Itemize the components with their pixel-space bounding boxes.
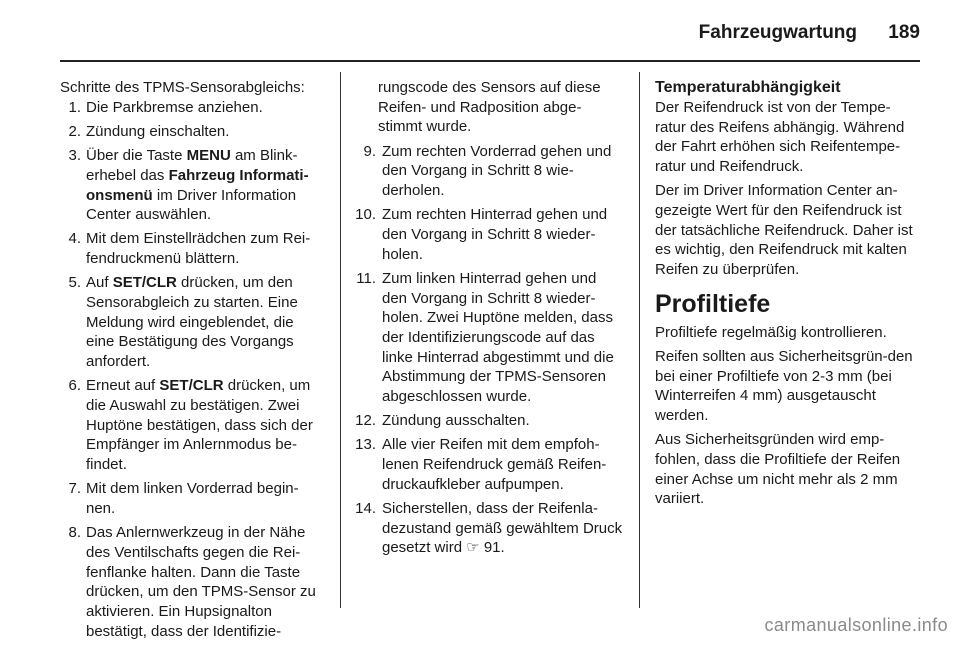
- cross-reference-icon: ☞: [466, 539, 480, 557]
- temperature-paragraph-1: Der Reifendruck ist von der Tempe-ratur des Reifens abhängig. Während der Fahrt erhöhen sich Reifentempe-ratur und Reifendruck.: [655, 99, 905, 176]
- profile-paragraph-1: Profiltiefe regelmäßig kontrollieren.: [655, 323, 887, 341]
- step-text: Das Anlernwerkzeug in der Nähe des Ventilschafts gegen die Rei-fenflanke halten. Dann die Taste drücken, um den TPMS-Sensor zu aktivieren. Ein Hupsignalton bestätigt, dass der Identifizie-: [86, 524, 316, 640]
- step-item: [60, 376, 326, 475]
- step-number: 13.: [355, 436, 376, 454]
- step-item: [352, 435, 624, 494]
- step-number: 8.: [68, 524, 81, 542]
- page-header: [699, 22, 920, 44]
- profile-heading: Profiltiefe: [655, 289, 771, 318]
- step-text: drücken, um den Sensorabgleich zu starten. Eine Meldung wird eingeblendet, die eine Bestätigung des Vorgangs anfordert.: [86, 274, 298, 371]
- step-number: 11.: [356, 269, 376, 287]
- step-number: 2.: [68, 122, 81, 140]
- step-8-continuation: rungscode des Sensors auf diese Reifen- und Radposition abge-stimmt wurde.: [378, 79, 601, 136]
- steps-intro: Schritte des TPMS-Sensorabgleichs:: [60, 79, 305, 96]
- step-item: [352, 142, 624, 201]
- step-text: Erneut auf: [86, 377, 160, 395]
- step-item: [60, 122, 326, 142]
- step-text: Die Parkbremse anziehen.: [86, 98, 263, 116]
- temperature-heading: Temperaturabhängigkeit: [655, 79, 841, 96]
- step-number: 10.: [355, 206, 376, 224]
- step-item: [60, 479, 326, 518]
- step-number: 14.: [355, 500, 376, 518]
- step-text: Mit dem Einstellrädchen zum Rei-fendruckmenü blättern.: [86, 230, 311, 268]
- profile-paragraph-3: Aus Sicherheitsgründen wird emp-fohlen, dass die Profiltiefe der Reifen einer Achse um nicht mehr als 2 mm variiert.: [655, 431, 901, 508]
- column-right: [655, 78, 920, 514]
- step-text: am Blink-erhebel das: [86, 147, 298, 184]
- step-text: Auf: [86, 274, 113, 292]
- column-divider: [340, 72, 341, 608]
- control-label: MENU: [186, 147, 231, 165]
- step-text: im Driver Information Center auswählen.: [86, 186, 297, 224]
- step-text: Zum linken Hinterrad gehen und den Vorgang in Schritt 8 wieder-holen. Zwei Huptöne melden, dass der Identifizierungscode auf das linke Hinterrad abgestimmt und die Abstimmung der TPMS-Sensoren abgeschlossen wurde.: [382, 269, 614, 406]
- profile-paragraph-2: Reifen sollten aus Sicherheitsgrün-den bei einer Profiltiefe von 2-3 mm (bei Winterreifen 4 mm) ausgetauscht werden.: [655, 348, 913, 425]
- control-label: SET/CLR: [112, 274, 177, 292]
- step-item: [60, 229, 326, 268]
- step-text: drücken, um die Auswahl zu bestätigen. Zwei Huptöne bestätigen, dass sich der Empfänger im Anlernmodus be-findet.: [86, 377, 313, 474]
- step-item: [352, 499, 624, 558]
- control-label: Fahrzeug Informati-onsmenü: [86, 166, 309, 204]
- step-number: 3.: [68, 147, 81, 165]
- control-label: SET/CLR: [159, 377, 224, 395]
- steps-list-part-2: [352, 142, 624, 559]
- step-item: [352, 269, 624, 407]
- step-text: Zündung einschalten.: [86, 122, 230, 140]
- step-text: Zum rechten Vorderrad gehen und den Vorgang in Schritt 8 wie-derholen.: [382, 142, 612, 200]
- step-number: 9.: [363, 142, 376, 160]
- step-number: 5.: [68, 274, 81, 292]
- column-middle: [352, 78, 624, 563]
- step-number: 6.: [68, 377, 81, 395]
- step-text: Zündung ausschalten.: [382, 412, 530, 430]
- step-text: Sicherstellen, dass der Reifenla-dezustand gemäß gewähltem Druck gesetzt wird: [382, 500, 623, 557]
- step-item: [352, 411, 624, 431]
- step-text: Zum rechten Hinterrad gehen und den Vorgang in Schritt 8 wieder-holen.: [382, 206, 608, 263]
- step-text: Alle vier Reifen mit dem empfoh-lenen Reifendruck gemäß Reifen-druckaufkleber aufpumpen.: [382, 436, 607, 493]
- step-item: [60, 98, 326, 118]
- step-item: [60, 523, 326, 641]
- temperature-paragraph-2: Der im Driver Information Center an-gezeigte Wert für den Reifendruck ist der tatsächliche Reifendruck. Daher ist es wichtig, den Reifendruck mit kalten Reifen zu überprüfen.: [655, 182, 913, 279]
- column-left: [60, 78, 326, 646]
- step-item: [60, 273, 326, 372]
- column-divider: [639, 72, 640, 608]
- watermark-logo: carmanualsonline.info: [764, 615, 948, 635]
- section-title: Fahrzeugwartung: [698, 22, 858, 43]
- step-item: [60, 146, 326, 225]
- step-number: 12.: [355, 412, 376, 430]
- steps-list-part-1: [60, 98, 326, 642]
- step-number: 1.: [68, 98, 81, 116]
- step-item: [352, 205, 624, 264]
- header-rule: [60, 60, 920, 62]
- step-text: Mit dem linken Vorderrad begin-nen.: [86, 480, 299, 518]
- page-number: 189: [888, 22, 920, 43]
- step-text: Über die Taste: [86, 147, 187, 165]
- step-number: 7.: [68, 480, 81, 498]
- step-text: 91.: [479, 539, 505, 557]
- step-number: 4.: [68, 230, 81, 248]
